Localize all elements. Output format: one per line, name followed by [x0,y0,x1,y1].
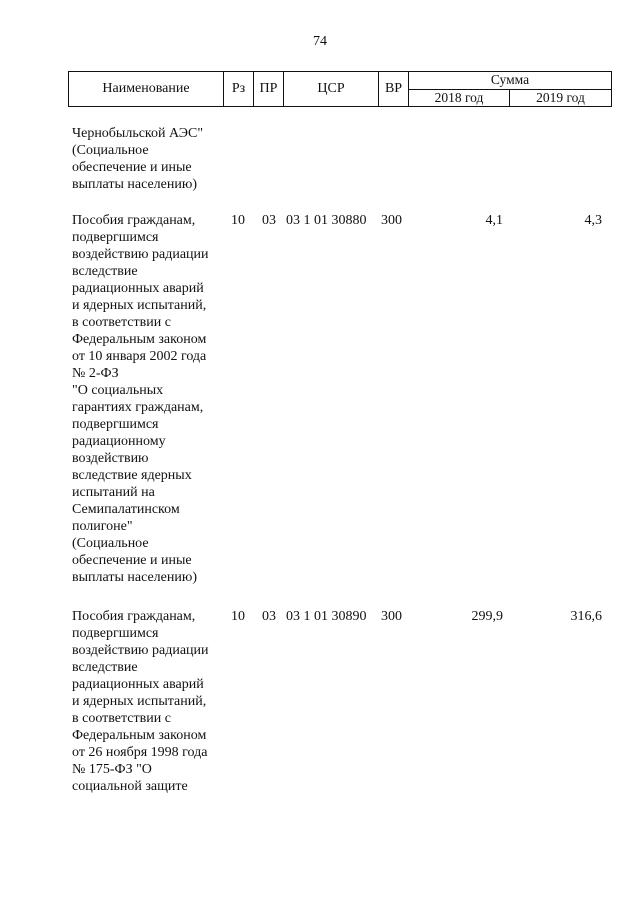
row-name: Чернобыльской АЭС" (Социальное обеспечение и иные выплаты населению) [72,126,204,192]
column-header-vr: ВР [379,72,409,107]
row-rz: 10 [231,609,245,624]
row-sum-2019: 4,3 [584,213,602,228]
row-vr: 300 [381,213,402,228]
row-rz: 10 [231,213,245,228]
page-number: 74 [313,34,327,49]
column-header-year-2018: 2018 год [409,89,510,107]
column-header-year-2019: 2019 год [510,89,612,107]
column-header-csr: ЦСР [284,72,379,107]
column-header-pr: ПР [254,72,284,107]
row-sum-2018: 4,1 [485,213,503,228]
row-pr: 03 [262,609,276,624]
row-sum-2018: 299,9 [471,609,503,624]
column-header-sum: Сумма [409,72,612,90]
row-csr: 03 1 01 30880 [286,213,367,228]
row-vr: 300 [381,609,402,624]
table-header [68,71,612,107]
row-pr: 03 [262,213,276,228]
column-header-name: Наименование [69,72,224,107]
column-header-rz: Рз [224,72,254,107]
row-sum-2019: 316,6 [570,609,602,624]
row-csr: 03 1 01 30890 [286,609,367,624]
row-name: Пособия гражданам, подвергшимся воздействию радиации вследствие радиационных аварий и ядерных испытаний, в соответствии с Федеральным законом от 26 ноября 1998 года № 175-ФЗ "О социальной защите [72,609,209,794]
row-name: Пособия гражданам, подвергшимся воздействию радиации вследствие радиационных аварий и ядерных испытаний, в соответствии с Федеральным законом от 10 января 2002 года № 2-ФЗ "О социальных гарантиях гражданам, подвергшимся радиационному воздействию вследствие ядерных испытаний на Семипалатинском полигоне" (Социальное обеспечение и иные выплаты населению) [72,213,209,585]
